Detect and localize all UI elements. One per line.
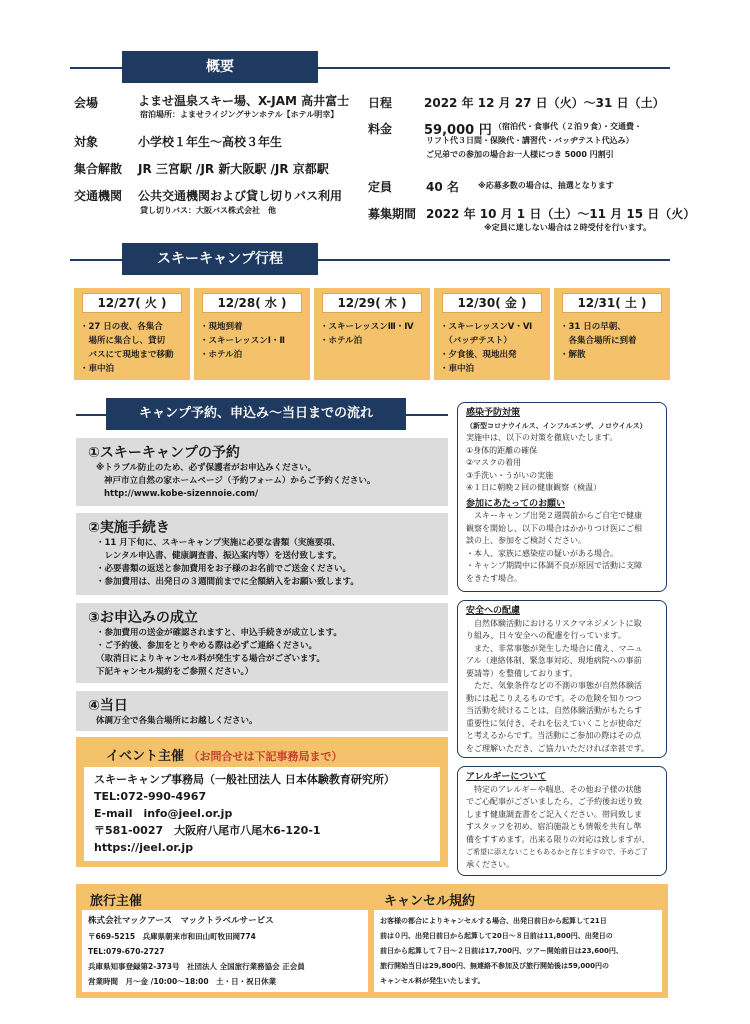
schedule-item: ・夕食後、現地出発 [440,350,517,360]
flow-step-link[interactable]: http://www.kobe-sizennoie.com/ [104,489,259,499]
request-title: 参加にあたってのお願い [466,498,566,509]
flow-step-3 [76,603,448,683]
safety-box [457,600,667,758]
flow-step-2 [76,513,448,595]
request-line: 談の上、参加をご検討ください。 [466,536,586,545]
flow-step-4 [76,691,448,731]
venue-label: 会場 [74,96,99,110]
allergy-line: 備をすすめます。出来る限りの対応は致しますが、 [466,834,650,844]
cancel-line: キャンセル料が発生いたします。 [380,977,485,985]
flow-step-line: 体調万全で各集合場所にお越しください。 [96,716,258,726]
flow-step-body [88,627,436,679]
schedule-day-5 [554,288,670,380]
infection-line: （新型コロナウイルス、インフルエンザ、ノロウイルス） [466,421,647,430]
event-tel[interactable]: TEL:072-990-4967 [94,790,207,803]
event-contact-box [84,767,440,861]
cancel-line: 前日から起算して７日〜２日前は17,700円、ツアー開始前日は23,600円、 [380,947,623,955]
date-label: 日程 [368,96,393,110]
event-title-note: （お問合せは下記事務局まで） [188,750,343,763]
period-label: 募集期間 [368,207,417,221]
schedule-item: ・27 日の夜、各集合 [80,322,163,332]
overview-heading: 概要 [122,51,318,83]
schedule-day-date: 12/31( 土 ) [562,293,662,313]
schedule-item: ・ホテル泊 [320,336,363,346]
schedule-day-1 [74,288,190,380]
flow-step-line: ・参加費用の送金が確認されますと、申込手続きが成立します。 [96,628,342,638]
capacity-value: 40 名 [426,180,459,194]
request-line: ・キャンプ期間中に体調不良が原因で活動に支障 [466,561,642,570]
capacity-note: ※応募多数の場合は、抽選となります [478,181,614,190]
fee-note-2: リフト代３日間・保険代・講習代・バッヂテスト代込み） [426,136,634,145]
safety-line: 動には起こりえるものです。その危険を知りつつ [466,693,642,703]
schedule-day-date: 12/27( 火 ) [82,293,182,313]
period-value: 2022 年 10 月 1 日（土）〜11 月 15 日（火） [426,207,696,221]
meeting-value: JR 三宮駅 /JR 新大阪駅 /JR 京都駅 [138,162,329,176]
cancel-line: 前は０円、出発日前日から起算して20日〜８日前は11,800円、出発日の [380,932,613,940]
schedule-day-items [74,318,190,378]
travel-address: 〒669-5215 兵庫県朝来市和田山町牧田岡774 [88,932,256,941]
allergy-title: アレルギーについて [466,772,547,782]
infection-line: ③手洗い・うがいの実施 [466,470,554,480]
flow-step-title: ④当日 [88,698,128,714]
flow-step-title: ③お申込みの成立 [88,610,198,626]
travel-heading: 旅行主催 [90,894,143,909]
schedule-item: （バッヂテスト） [440,336,512,346]
travel-license: 兵庫県知事登録第2-373号 社団法人 全国旅行業務協会 正会員 [88,962,305,971]
safety-line: 重要性に気付き、それを伝えていくことが使命だ [466,718,642,728]
schedule-day-items [554,318,670,364]
schedule-item: ・現地到着 [200,322,243,332]
allergy-line: ご希望に添えないこともあるかと存じますので、予めご了 [466,848,648,856]
event-url[interactable]: https://jeel.or.jp [94,841,194,854]
request-line: 観察を開始し、以下の場合はかかりつけ医にご相 [466,523,642,533]
request-line: をきたす場合。 [466,573,522,583]
target-value: 小学校１年生〜高校３年生 [138,135,283,149]
flow-step-line: 下記キャンセル規約をご参照ください。） [96,667,254,677]
safety-title: 安全への配慮 [466,606,521,616]
event-panel [76,737,448,867]
safety-line: をご理解いただき、ご協力いただければ幸甚です。 [466,743,650,753]
flow-step-line: 神戸市立自然の家ホームページ（予約フォーム）からご予約ください。 [104,476,376,486]
schedule-heading: スキーキャンプ行程 [122,243,318,275]
bottom-panel [76,884,668,998]
safety-line: また、非常事態が発生した場合に備え、マニュ [466,643,643,653]
travel-tel[interactable]: TEL:079-670-2727 [88,947,165,956]
flow-step-line: ・必要書類の返送と参加費用をお子様のお名前でご送金ください。 [96,564,352,574]
capacity-label: 定員 [368,180,393,194]
event-email[interactable]: E-mail info@jeel.or.jp [94,807,233,820]
fee-note-1: （宿泊代・食事代（２泊９食）・交通費・ [494,122,642,131]
request-line: スキーキャンプ出発２週間前からご自宅で健康 [466,511,642,520]
schedule-item: ・ホテル泊 [200,350,243,360]
allergy-line: すスタッフを初め、宿泊施設とも情報を共有し準 [466,822,642,831]
request-line: ・本人、家族に感染症の疑いがある場合。 [466,548,618,558]
flow-step-line: ・ご予約後、参加をとりやめる際は必ずご連絡ください。 [96,641,318,651]
allergy-line: 特定のアレルギーや喘息、その他お子様の状態 [466,784,642,794]
schedule-day-items [434,318,550,378]
schedule-item: ・車中泊 [440,364,475,374]
schedule-item: ・解散 [560,350,586,360]
event-heading [106,745,343,764]
event-address: 〒581-0027 大阪府八尾市八尾木6-120-1 [94,824,321,837]
fee-value: 59,000 円 [424,123,492,138]
safety-line: ただ、気象条件などの不測の事態が自然体験活 [466,681,642,690]
flow-step-line: ・11 月下旬に、スキーキャンプ実施に必要な書類（実施要項、 [96,538,341,548]
schedule-item: ・スキーレッスンⅠ・Ⅱ [200,336,286,346]
schedule-item: 場所に集合し、貸切 [80,336,166,346]
schedule-day-date: 12/30( 金 ) [442,293,542,313]
fee-note-3: ご兄弟での参加の場合お一人様につき 5000 円割引 [426,150,614,159]
lodging-value: 宿泊場所：よませライジングサンホテル【ホテル明幸】 [140,110,339,119]
schedule-item: ・スキーレッスンⅢ・Ⅳ [320,322,414,332]
event-title: イベント主催 [106,749,185,764]
schedule-item: 各集合場所に到着 [560,336,637,346]
flow-step-body [88,537,436,589]
safety-line: 自然体験活動におけるリスクマネジメントに取 [466,618,642,628]
infection-line: ①身体的距離の確保 [466,445,538,455]
schedule-day-2 [194,288,310,380]
infection-title: 感染予防対策 [466,408,521,418]
allergy-line: 承ください。 [466,859,514,869]
cancel-line: お客様の都合によりキャンセルする場合、出発日前日から起算して21日 [380,917,607,925]
flow-step-line: ※トラブル防止のため、必ず保護者がお申込みください。 [96,463,317,473]
schedule-item: ・スキーレッスンⅤ・Ⅵ [440,322,533,332]
allergy-line: でご心配事がございましたら、ご予約後お送り致 [466,797,642,806]
flow-step-1 [76,438,448,506]
schedule-day-items [194,318,310,364]
flow-step-line: （取消日によりキャンセル料が発生する場合がございます。 [96,654,325,664]
fee-label: 料金 [368,122,393,136]
infection-line: 実施中は、以下の対策を徹底いたします。 [466,433,618,442]
period-note: ※定員に達しない場合は２時受付を行います。 [484,223,652,232]
schedule-day-date: 12/28( 水 ) [202,293,302,313]
target-label: 対象 [74,135,99,149]
travel-company: 株式会社マックアース マックトラベルサービス [88,916,274,926]
safety-line: 要請等）を整備しております。 [466,668,578,678]
venue-value: よませ温泉スキー場、X-JAM 高井富士 [138,94,350,108]
schedule-day-3 [314,288,430,380]
schedule-item: バスにて現地まで移動 [80,350,174,360]
meeting-label: 集合解散 [74,162,123,176]
cancel-heading: キャンセル規約 [384,894,476,909]
flow-step-body [88,715,436,728]
safety-line: アル（連絡体制、緊急事対応、現地病院への事前 [466,656,642,665]
date-value: 2022 年 12 月 27 日（火）〜31 日（土） [424,96,665,110]
schedule-item: ・車中泊 [80,364,115,374]
schedule-day-4 [434,288,550,380]
cancel-line: 旅行開始当日は29,800円、無連絡不参加及び旅行開始後は59,000円の [380,962,610,970]
event-org: スキーキャンプ事務局（一般社団法人 日本体験教育研究所） [94,773,395,786]
allergy-line: します健康調査書をご記入ください。帯同致しま [466,809,642,819]
transport-label: 交通機関 [74,189,123,203]
travel-box [82,910,368,992]
cancel-box [374,910,662,992]
flow-heading: キャンプ予約、申込み〜当日までの流れ [106,398,406,430]
schedule-item: ・31 日の早朝、 [560,322,626,332]
transport-value: 公共交通機関および貸し切りバス利用 [138,189,343,203]
infection-line: ④１日に朝晩２回の健康観察（検温） [466,483,602,492]
safety-line: 当活動を続けることは、自然体験活動がもたらす [466,706,642,715]
allergy-box [457,766,667,876]
safety-line: と考えるからです。当活動にご参加の際はその点 [466,731,642,740]
bus-value: 貸し切りバス：大阪バス株式会社 他 [140,206,276,215]
flow-step-line: ・参加費用は、出発日の３週間前までに全額納入をお願い致します。 [96,577,359,587]
safety-line: り組み、日々安全への配慮を行っています。 [466,631,626,640]
schedule-day-date: 12/29( 木 ) [322,293,422,313]
flow-step-body [88,462,436,501]
flow-step-title: ②実施手続き [88,520,170,536]
travel-hours: 営業時間 月〜金 /10:00〜18:00 土・日・祝日休業 [88,977,277,986]
flow-step-title: ①スキーキャンプの予約 [88,445,240,461]
infection-line: ②マスクの着用 [466,458,522,467]
schedule-day-items [314,318,430,350]
infection-box [457,402,667,592]
flow-step-line: レンタル申込書、健康調査書、振込案内等）を送付致します。 [96,551,342,561]
